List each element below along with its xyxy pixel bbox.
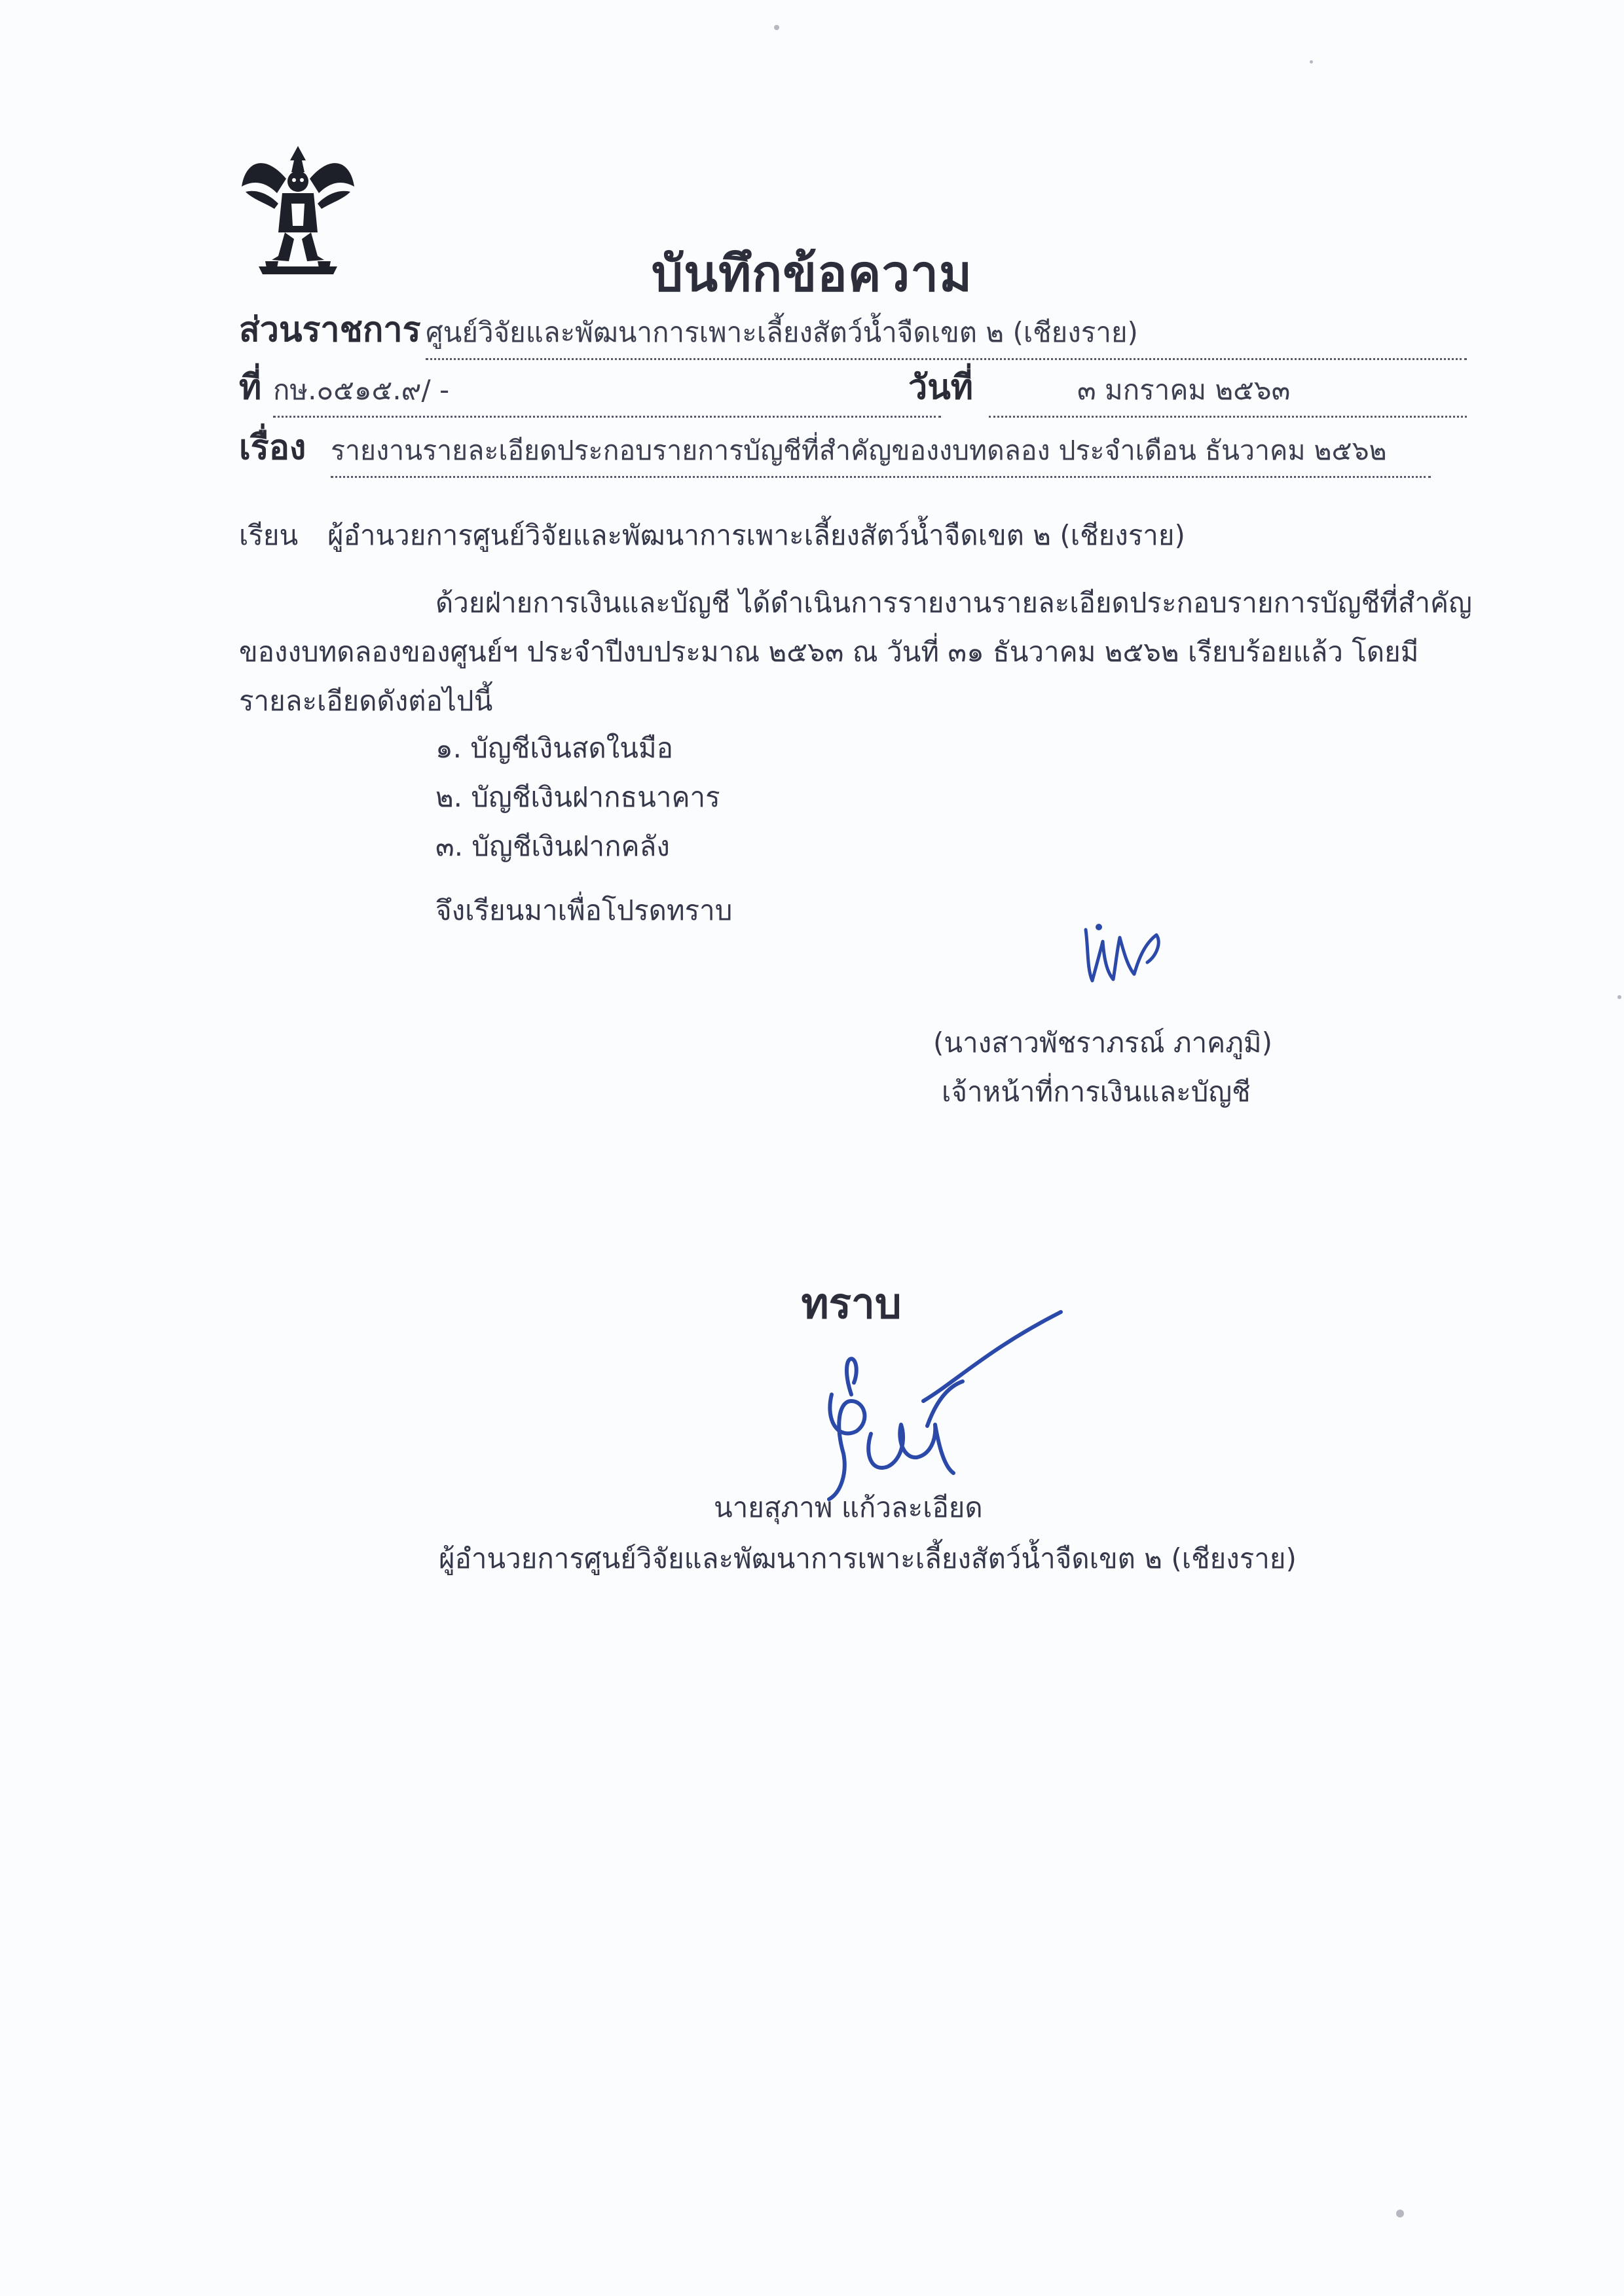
agency-value: ศูนย์วิจัยและพัฒนาการเพาะเลี้ยงสัตว์น้ำจืดเขต ๒ (เชียงราย) xyxy=(426,311,1467,360)
agency-label: ส่วนราชการ xyxy=(239,310,421,350)
list-item: ๑. บัญชีเงินสดในมือ xyxy=(435,732,673,764)
date-label: วันที่ xyxy=(908,368,974,407)
scan-speck xyxy=(774,25,779,30)
list-item: ๒. บัญชีเงินฝากธนาคาร xyxy=(435,781,720,813)
body-line: รายละเอียดดังต่อไปนี้ xyxy=(239,685,493,717)
officer-position: เจ้าหน้าที่การเงินและบัญชี xyxy=(942,1076,1251,1108)
scan-speck xyxy=(1617,995,1621,999)
officer-signature-icon xyxy=(1074,903,1172,995)
subject-label: เรื่อง xyxy=(239,428,306,467)
director-position: ผู้อำนวยการศูนย์วิจัยและพัฒนาการเพาะเลี้ยงสัตว์น้ำจืดเขต ๒ (เชียงราย) xyxy=(439,1542,1297,1575)
officer-name: (นางสาวพัชราภรณ์ ภาคภูมิ) xyxy=(933,1027,1273,1059)
to-label: เรียน xyxy=(239,519,299,551)
document-title: บันทึกข้อความ xyxy=(651,244,973,302)
scan-speck xyxy=(1396,2210,1404,2217)
body-line: ของงบทดลองของศูนย์ฯ ประจำปีงบประมาณ ๒๕๖๓ ณ วันที่ ๓๑ ธันวาคม ๒๕๖๒ เรียบร้อยแล้ว โดยมี xyxy=(239,636,1419,668)
reference-date-row xyxy=(239,368,1467,418)
date-value: ๓ มกราคม ๒๕๖๓ xyxy=(989,369,1467,418)
director-signature-icon xyxy=(773,1309,1074,1506)
list-item: ๓. บัญชีเงินฝากคลัง xyxy=(435,830,670,862)
closing-line: จึงเรียนมาเพื่อโปรดทราบ xyxy=(435,894,733,926)
acknowledgement-label: ทราบ xyxy=(801,1280,902,1328)
director-name: นายสุภาพ แก้วละเอียด xyxy=(714,1491,983,1523)
scan-speck xyxy=(1310,60,1313,64)
subject-value: รายงานรายละเอียดประกอบรายการบัญชีที่สำคัญของงบทดลอง ประจำเดือน ธันวาคม ๒๕๖๒ xyxy=(331,429,1431,478)
reference-label: ที่ xyxy=(239,368,262,407)
to-value: ผู้อำนวยการศูนย์วิจัยและพัฒนาการเพาะเลี้ยงสัตว์น้ำจืดเขต ๒ (เชียงราย) xyxy=(327,519,1185,551)
reference-value: กษ.๐๕๑๕.๙/ - xyxy=(273,369,941,418)
body-line: ด้วยฝ่ายการเงินและบัญชี ได้ดำเนินการรายงานรายละเอียดประกอบรายการบัญชีที่สำคัญ xyxy=(435,587,1472,619)
agency-row xyxy=(239,310,1467,360)
subject-row xyxy=(239,428,1431,478)
